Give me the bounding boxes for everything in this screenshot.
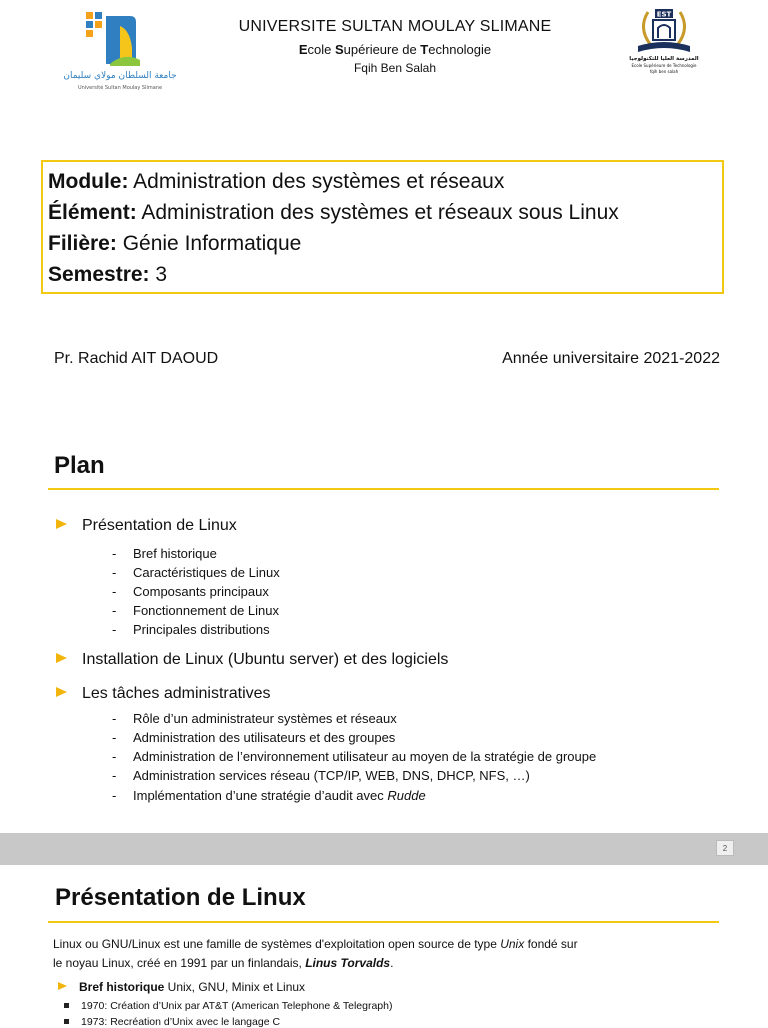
university-name: UNIVERSITE SULTAN MOULAY SLIMANE	[238, 18, 552, 35]
list-item: - Administration des utilisateurs et des groupes	[112, 730, 396, 745]
arrow-bullet-icon	[56, 519, 67, 529]
arrow-bullet-icon	[56, 653, 67, 663]
school-name: Ecole Supérieure de Technologie	[298, 42, 492, 57]
school-city: Fqih Ben Salah	[353, 61, 437, 75]
svg-text:fqih ben salah: fqih ben salah	[649, 69, 679, 74]
university-logo	[63, 8, 177, 94]
est-emblem-icon	[628, 6, 700, 74]
arrow-bullet-icon	[56, 687, 67, 697]
list-item: - Implémentation d’une stratégie d’audit avec Rudde	[112, 788, 426, 803]
list-item: - Composants principaux	[112, 584, 269, 599]
plan-title-underline	[48, 488, 719, 490]
academic-year: Année universitaire 2021-2022	[502, 350, 720, 367]
module-line: Module: Administration des systèmes et réseaux	[48, 170, 505, 193]
svg-text:EST: EST	[656, 10, 672, 19]
intro-paragraph-line1: Linux ou GNU/Linux est une famille de systèmes d'exploitation open source de type Unix fondé sur	[53, 937, 578, 951]
plan-section-installation: Installation de Linux (Ubuntu server) et des logiciels	[56, 651, 448, 669]
plan-section-admin-tasks: Les tâches administratives	[56, 685, 271, 703]
list-item: - Principales distributions	[112, 622, 270, 637]
filiere-line: Filière: Génie Informatique	[48, 232, 302, 255]
svg-text:جامعة السلطان مولاي سليمان: جامعة السلطان مولاي سليمان	[63, 71, 177, 81]
svg-text:Université Sultan Moulay Slima: Université Sultan Moulay Slimane	[77, 85, 163, 91]
square-bullet-icon	[64, 1019, 69, 1024]
square-bullet-icon	[64, 1003, 69, 1008]
arrow-bullet-icon	[58, 982, 67, 990]
intro-paragraph-line2: le noyau Linux, créé en 1991 par un finlandais, Linus Torvalds.	[53, 956, 394, 970]
list-item: - Administration services réseau (TCP/IP, WEB, DNS, DHCP, NFS, …)	[112, 768, 530, 783]
list-item: - Administration de l’environnement utilisateur au moyen de la stratégie de groupe	[112, 749, 597, 764]
page-separator	[0, 833, 768, 865]
element-line: Élément: Administration des systèmes et réseaux sous Linux	[48, 201, 619, 224]
svg-text:المدرسة العليا للتكنولوجيا: المدرسة العليا للتكنولوجيا	[629, 56, 699, 62]
history-heading: Bref historique Unix, GNU, Minix et Linux	[58, 980, 305, 994]
plan-section-presentation: Présentation de Linux	[56, 517, 237, 535]
slide2-title: Présentation de Linux	[55, 884, 306, 911]
list-item: - Bref historique	[112, 546, 217, 561]
slide2-title-underline	[48, 921, 719, 923]
plan-title: Plan	[54, 452, 105, 479]
svg-text:Ecole Supérieure de Technologi: Ecole Supérieure de Technologie	[631, 63, 697, 68]
page-number: 2	[716, 840, 734, 856]
list-item: 1973: Recréation d’Unix avec le langage C	[64, 1016, 280, 1028]
semestre-line: Semestre: 3	[48, 263, 168, 286]
list-item: 1970: Création d’Unix par AT&T (American Telephone & Telegraph)	[64, 1000, 392, 1012]
professor-name: Pr. Rachid AIT DAOUD	[54, 350, 219, 367]
list-item: - Rôle d’un administrateur systèmes et réseaux	[112, 711, 397, 726]
list-item: - Fonctionnement de Linux	[112, 603, 279, 618]
list-item: - Caractéristiques de Linux	[112, 565, 280, 580]
